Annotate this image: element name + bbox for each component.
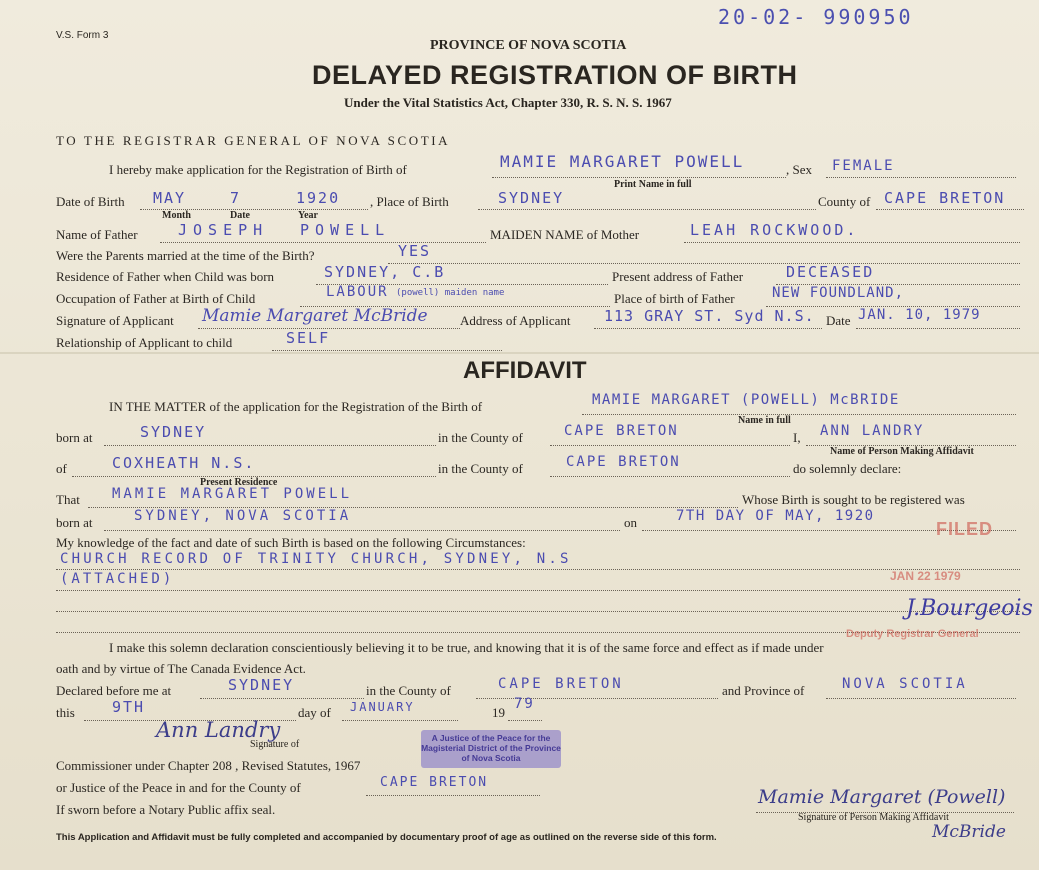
reference-number: 20-02- 990950	[718, 5, 914, 29]
pob-label: , Place of Birth	[370, 194, 449, 209]
on-value: 7TH DAY OF MAY, 1920	[676, 508, 875, 524]
sex-value: FEMALE	[832, 158, 895, 174]
notary-line: If sworn before a Notary Public affix seal.	[56, 802, 276, 817]
declared-at-value: SYDNEY	[228, 676, 295, 694]
affiant-caption: Name of Person Making Affidavit	[830, 446, 974, 457]
date-caption: Date	[230, 210, 250, 221]
year-line	[508, 720, 542, 721]
born-at2-label: born at	[56, 515, 93, 530]
address-value: 113 GRAY ST. Syd N.S.	[604, 307, 815, 325]
justice-county-value: CAPE BRETON	[380, 775, 489, 790]
affidavit-title: AFFIDAVIT	[463, 357, 587, 384]
father-occupation-note: (powell) maiden name	[396, 288, 505, 298]
name-in-full-caption: Name in full	[738, 415, 791, 426]
matter-line	[582, 414, 1016, 415]
residence-value: COXHEATH N.S.	[112, 454, 256, 472]
pob-line	[478, 209, 816, 210]
child-name-value: MAMIE MARGARET POWELL	[500, 152, 745, 171]
i-label: I,	[793, 430, 801, 445]
father-label: Name of Father	[56, 227, 138, 242]
filed-date-stamp: JAN 22 1979	[890, 569, 961, 583]
county3-label: in the County of	[366, 683, 451, 698]
month-caption: Month	[162, 210, 191, 221]
born-at2-value: SYDNEY, NOVA SCOTIA	[134, 508, 352, 524]
day-of-label: day of	[298, 705, 331, 720]
county-line	[876, 209, 1024, 210]
paper-fold	[0, 352, 1039, 354]
year-caption: Year	[298, 210, 318, 221]
father-occupation-value: LABOUR	[326, 284, 389, 300]
on-label: on	[624, 515, 637, 530]
pob-value: SYDNEY	[498, 189, 565, 207]
father-pob-value: NEW FOUNDLAND,	[772, 285, 905, 301]
mother-line	[684, 242, 1020, 243]
print-name-caption: Print Name in full	[614, 179, 692, 190]
father-residence-value: SYDNEY, C.B	[324, 263, 446, 281]
dob-month: MAY	[153, 189, 187, 207]
father-last-name: POWELL	[300, 221, 391, 239]
registrar-caption: Deputy Registrar General	[846, 628, 979, 640]
justice-county-line	[366, 795, 540, 796]
married-line	[388, 263, 1020, 264]
declared-label: Declared before me at	[56, 683, 172, 698]
born-at-value: SYDNEY	[140, 423, 207, 441]
county2-value: CAPE BRETON	[566, 454, 681, 470]
mother-label: MAIDEN NAME of Mother	[490, 227, 640, 242]
applicant-signature-value: Mamie Margaret McBride	[202, 306, 428, 326]
month-value: JANUARY	[350, 700, 415, 714]
form-subtitle: Under the Vital Statistics Act, Chapter 330, R. S. N. S. 1967	[344, 95, 672, 110]
declared-line	[200, 698, 364, 699]
name-line	[492, 177, 786, 178]
county1-value: CAPE BRETON	[564, 423, 679, 439]
filed-stamp: FILED	[936, 519, 993, 539]
father-line	[160, 242, 486, 243]
relationship-line	[272, 350, 502, 351]
whose-birth-label: Whose Birth is sought to be registered was	[742, 492, 965, 507]
day-value: 9TH	[112, 698, 146, 716]
county-value: CAPE BRETON	[884, 189, 1006, 207]
year-value: 79	[514, 696, 535, 712]
justice-label: or Justice of the Peace in and for the County of	[56, 780, 301, 795]
county2-line	[550, 476, 790, 477]
footer-note: This Application and Affidavit must be fully completed and accompanied by documentary proof of age as outlined on the reverse side of this form.	[56, 832, 717, 843]
circumstances-line-1: CHURCH RECORD OF TRINITY CHURCH, SYDNEY, N.S	[60, 551, 572, 567]
address-line	[594, 328, 822, 329]
matter-name-value: MAMIE MARGARET (POWELL) McBRIDE	[592, 392, 900, 408]
signature-of-caption: Signature of	[250, 739, 300, 750]
sex-line	[826, 177, 1016, 178]
form-title: DELAYED REGISTRATION OF BIRTH	[312, 60, 798, 90]
born-at-line	[104, 445, 436, 446]
justice-seal-stamp: A Justice of the Peace for the Magisterial District of the Province of Nova Scotia	[421, 730, 561, 768]
date-label: Date	[826, 313, 851, 328]
relationship-value: SELF	[286, 329, 331, 347]
this-label: this	[56, 705, 75, 720]
sex-label: , Sex	[786, 162, 812, 177]
that-label: That	[56, 492, 80, 507]
province-heading: PROVINCE OF NOVA SCOTIA	[430, 38, 627, 53]
dob-label: Date of Birth	[56, 194, 125, 209]
father-occupation-label: Occupation of Father at Birth of Child	[56, 291, 256, 306]
year-prefix: 19	[492, 705, 505, 720]
county-label: County of	[818, 194, 871, 209]
address-label: Address of Applicant	[460, 313, 571, 328]
application-date-value: JAN. 10, 1979	[858, 307, 981, 323]
registrar-signature: J.Bourgeois	[906, 596, 1033, 621]
addressee: TO THE REGISTRAR GENERAL OF NOVA SCOTIA	[56, 133, 451, 148]
circ-line-1	[56, 569, 1020, 570]
that-value: MAMIE MARGARET POWELL	[112, 486, 353, 502]
applicant-signature-label: Signature of Applicant	[56, 313, 174, 328]
province-label: and Province of	[722, 683, 805, 698]
declare-label: do solemnly declare:	[793, 461, 902, 476]
dob-date: 7	[230, 189, 242, 207]
county2-label: in the County of	[438, 461, 523, 476]
affiant-signature-caption: Signature of Person Making Affidavit	[798, 812, 949, 823]
county3-value: CAPE BRETON	[498, 676, 624, 692]
born-at-label: born at	[56, 430, 93, 445]
father-residence-label: Residence of Father when Child was born	[56, 269, 275, 284]
present-residence-caption: Present Residence	[200, 477, 278, 488]
circ-line-3	[56, 611, 1020, 612]
county3-line	[476, 698, 718, 699]
father-pob-label: Place of birth of Father	[614, 291, 735, 306]
county1-label: in the County of	[438, 430, 523, 445]
father-first-name: JOSEPH	[178, 221, 269, 239]
affiant-signature: Mamie Margaret (Powell)	[758, 786, 1006, 808]
dob-year: 1920	[296, 189, 341, 207]
county1-line	[550, 445, 790, 446]
intro-label: I hereby make application for the Registration of Birth of	[109, 162, 407, 177]
date-line	[856, 328, 1020, 329]
commissioner-line: Commissioner under Chapter 208 , Revised Statutes, 1967	[56, 758, 361, 773]
affiant-name-value: ANN LANDRY	[820, 423, 925, 439]
form-number: V.S. Form 3	[56, 30, 109, 41]
married-label: Were the Parents married at the time of the Birth?	[56, 248, 315, 263]
province-line	[826, 698, 1016, 699]
province-value: NOVA SCOTIA	[842, 676, 968, 692]
solemn-line-2: oath and by virtue of The Canada Evidence Act.	[56, 661, 306, 676]
solemn-line-1: I make this solemn declaration conscientiously believing it to be true, and knowing that it is of the same force and effect as if made under	[109, 640, 824, 655]
mother-value: LEAH ROCKWOOD.	[690, 221, 859, 239]
born-at2-line	[104, 530, 620, 531]
of-label: of	[56, 461, 67, 476]
commissioner-signature: Ann Landry	[156, 718, 281, 742]
matter-label: IN THE MATTER of the application for the Registration of the Birth of	[109, 399, 483, 414]
affiant-signature-2: McBride	[932, 822, 1006, 842]
circumstances-line-2: (ATTACHED)	[60, 571, 175, 587]
father-present-label: Present address of Father	[612, 269, 744, 284]
married-value: YES	[398, 242, 432, 260]
circ-line-2	[56, 590, 1020, 591]
relationship-label: Relationship of Applicant to child	[56, 335, 233, 350]
father-present-value: DECEASED	[786, 263, 875, 281]
knowledge-label: My knowledge of the fact and date of such Birth is based on the following Circumstances:	[56, 535, 526, 550]
month-line	[342, 720, 458, 721]
